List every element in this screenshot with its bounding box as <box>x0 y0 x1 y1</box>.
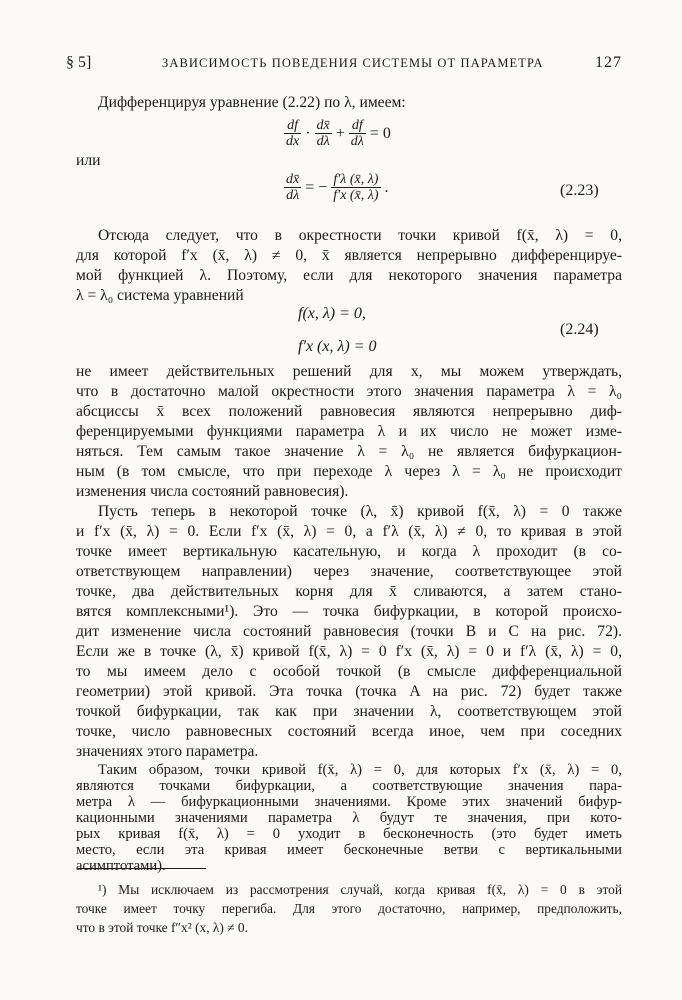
denominator: dλ <box>350 134 364 149</box>
section-mark: § 5] <box>66 54 92 71</box>
text-line: для которой f′x (x̄, λ) ≠ 0, x̄ является непрерывно дифференцируе- <box>76 247 622 264</box>
denominator: f′x (x̄, λ) <box>333 188 379 203</box>
text-line: точке, два действительных корня для x̄ сливаются, а затем стано- <box>76 583 622 600</box>
text-line: Таким образом, точки кривой f(x̄, λ) = 0, для которых f′x (x̄, λ) = 0, <box>98 762 622 778</box>
operator: · <box>305 124 311 142</box>
numerator: dx̄ <box>286 172 300 187</box>
numerator: f′λ (x̄, λ) <box>331 172 380 188</box>
footnote-line: точке имеет точку перегиба. Для этого достаточно, например, предположить, <box>76 901 622 916</box>
text-line: ответствующем направлении) через значение, соответствующее этой <box>76 563 622 580</box>
or-word: или <box>76 152 101 169</box>
footnote-line: ¹) Мы исключаем из рассмотрения случай, когда кривая f(x̄, λ) = 0 в этой <box>98 882 622 897</box>
text-line: являются точками бифуркации, а соответствующие значения пара- <box>76 778 622 794</box>
text-line: λ = λ₀ система уравнений <box>76 287 244 304</box>
equation-number-2-23: (2.23) <box>560 182 599 199</box>
text-line: асимптотами). <box>76 858 166 874</box>
text-line: кационными значениями параметра λ будут те значения, при кото- <box>76 810 622 826</box>
text-line: точкой бифуркации, так как при значении λ, соответствующем этой <box>76 703 622 720</box>
intro-line: Дифференцируя уравнение (2.22) по λ, имеем: <box>98 94 406 111</box>
fraction <box>315 118 332 149</box>
text-line: метра λ — бифуркационными значениями. Кроме этих значений бифур- <box>76 794 622 810</box>
text-line: значениях этого параметра. <box>76 743 259 760</box>
text-line: точке, число равновесных состояний всегда иное, чем при соседних <box>76 723 622 740</box>
footnote-line: что в этой точке f″x² (x, λ) ≠ 0. <box>76 920 248 935</box>
numerator: dx̄ <box>316 118 330 133</box>
text-line: то мы имеем дело с особой точкой (в смысле дифференциальной <box>76 663 622 680</box>
text-line: геометрии) этой кривой. Эта точка (точка A на рис. 72) будет также <box>76 683 622 700</box>
fraction <box>331 172 380 203</box>
equation-2-24-line1: f(x, λ) = 0, <box>298 305 366 322</box>
numerator: df <box>349 118 366 134</box>
text-line: и f′x (x̄, λ) = 0. Если f′x (x̄, λ) = 0, а f′λ (x̄, λ) ≠ 0, то кривая в этой <box>76 523 622 540</box>
denominator: dλ <box>286 188 300 203</box>
equation-number-2-24: (2.24) <box>560 321 599 338</box>
text-line: няться. Тем самым такое значение λ = λ₀ не является бифуркацион- <box>76 443 622 460</box>
equation-2-24-line2: f′x (x, λ) = 0 <box>298 338 377 355</box>
text-line: не имеет действительных решений для x, мы можем утверждать, <box>76 363 622 380</box>
text-line: мой функцией λ. Поэтому, если для некоторого значения параметра <box>76 267 622 284</box>
fraction <box>349 118 366 149</box>
fraction <box>284 118 301 149</box>
text-line: рых кривая f(x̄, λ) = 0 уходит в бесконечность (это будет иметь <box>76 826 622 842</box>
text-line: Отсюда следует, что в окрестности точки кривой f(x̄, λ) = 0, <box>98 227 622 244</box>
running-title: ЗАВИСИМОСТЬ ПОВЕДЕНИЯ СИСТЕМЫ ОТ ПАРАМЕТРА <box>162 56 544 70</box>
text-line: абсциссы x̄ всех положений равновесия являются непрерывно диф- <box>76 403 622 420</box>
denominator: dλ <box>316 134 330 149</box>
text-line: изменения числа состояний равновесия). <box>76 483 349 500</box>
operator: = 0 <box>369 124 391 142</box>
text-line: ным (в том смысле, что при переходе λ через λ = λ₀ не происходит <box>76 463 622 480</box>
text-line: Если же в точке (λ, x̄) кривой f(x̄, λ) = 0 f′x (x̄, λ) = 0 и f′λ (x̄, λ) = 0, <box>76 643 622 660</box>
denominator: dx <box>286 134 300 149</box>
text-line: ференцируемыми функциями параметра λ и их число не может изме- <box>76 423 622 440</box>
text-line: место, если эта кривая имеет бесконечные ветви с вертикальными <box>76 842 622 858</box>
text-line: Пусть теперь в некоторой точке (λ, x̄) кривой f(x̄, λ) = 0 также <box>98 503 622 520</box>
operator: + <box>335 124 345 142</box>
fraction <box>284 172 301 203</box>
page-number: 127 <box>595 54 622 71</box>
operator: . <box>384 178 389 196</box>
text-line: вятся комплексными¹). Это — точка бифуркации, в которой происхо- <box>76 603 622 620</box>
text-line: дит изменение числа состояний равновесия (точки B и C на рис. 72). <box>76 623 622 640</box>
numerator: df <box>284 118 301 134</box>
equation-derivative <box>282 118 393 149</box>
equation-2-23 <box>282 172 391 203</box>
text-line: точке имеет вертикальную касательную, и когда λ проходит (в со- <box>76 543 622 560</box>
text-line: что в достаточно малой окрестности этого значения параметра λ = λ₀ <box>76 383 622 400</box>
running-header <box>66 54 622 76</box>
operator: = − <box>305 178 328 196</box>
